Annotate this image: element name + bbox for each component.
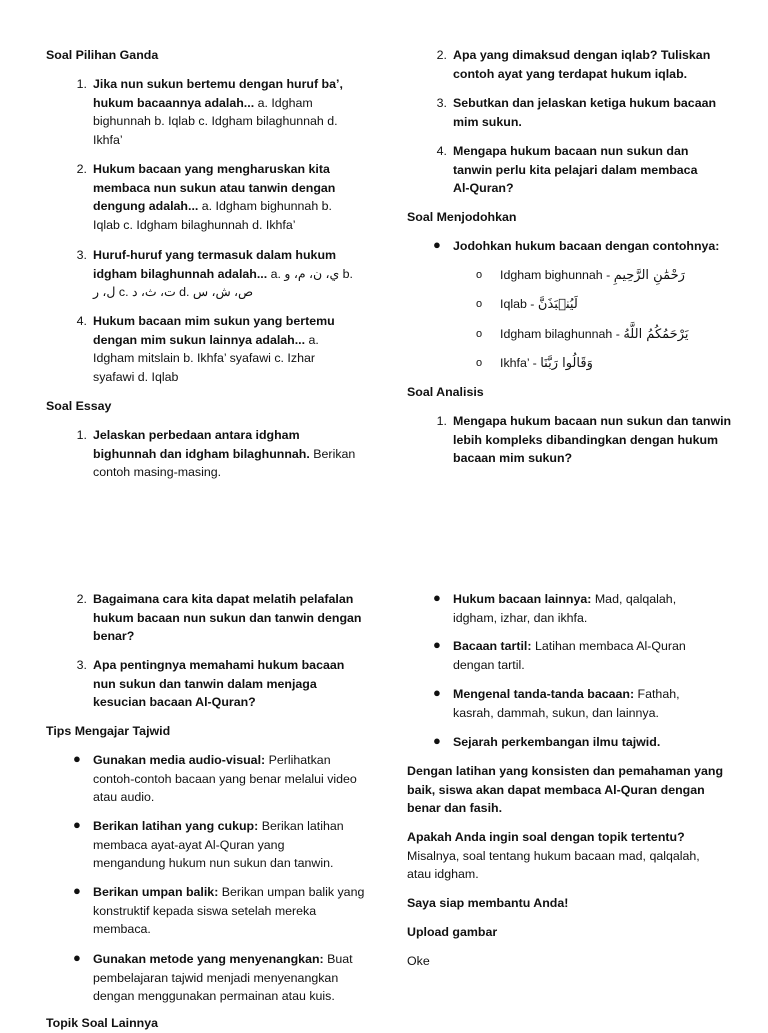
arabic-example: يَرْحَمُكُمُ اللَّهُ xyxy=(623,327,689,342)
heading-menjodohkan: Soal Menjodohkan xyxy=(407,210,517,224)
question-text: Apa yang dimaksud dengan iqlab? Tuliskan contoh ayat yang terdapat hukum iqlab. xyxy=(453,48,711,81)
list-item xyxy=(73,950,358,1006)
ok-text: Oke xyxy=(407,954,430,968)
heading-topik-soal-lainnya: Topik Soal Lainnya xyxy=(46,1016,158,1030)
match-label: Iqlab - xyxy=(500,297,535,311)
item-number: 2. xyxy=(436,48,447,62)
answer-options: a. Idgham mitslain b. Ikhfa’ syafawi c. Izhar syafawi d. Iqlab xyxy=(93,332,319,384)
question-text: Sebutkan dan jelaskan ketiga hukum bacaan mim sukun. xyxy=(453,96,717,129)
circle-bullet-icon: o xyxy=(476,357,483,369)
match-label: Idgham bilaghunnah - xyxy=(500,327,620,341)
topic-text: Latihan membaca Al-Quran dengan tartil. xyxy=(453,639,686,672)
match-item xyxy=(476,325,730,345)
bullet-icon: ● xyxy=(433,637,441,652)
circle-bullet-icon: o xyxy=(476,298,483,310)
list-item xyxy=(76,426,363,482)
item-number: 2. xyxy=(76,162,87,176)
question-text: Apa pentingnya memahami hukum bacaan nun sukun dan tanwin dalam menjaga kesucian bacaan Al-Quran? xyxy=(93,658,345,710)
bullet-icon: ● xyxy=(73,817,81,832)
answer-options: a. Idgham bighunnah b. Iqlab c. Idgham bilaghunnah d. Ikhfa’ xyxy=(93,199,332,232)
question-text: Hukum bacaan yang mengharuskan kita membaca nun sukun atau tanwin dengan dengung adalah... xyxy=(93,162,336,214)
item-number: 4. xyxy=(76,314,87,328)
match-item xyxy=(476,295,730,315)
question-text: Jelaskan perbedaan antara idgham bighunnah dan idgham bilaghunnah. xyxy=(93,428,310,461)
question-paragraph xyxy=(407,828,727,884)
match-label: Idgham bighunnah - xyxy=(500,268,611,282)
list-item xyxy=(76,160,358,234)
bullet-icon: ● xyxy=(433,685,441,700)
list-item xyxy=(436,142,713,198)
ready-text: Saya siap membantu Anda! xyxy=(407,896,569,910)
match-intro: Jodohkan hukum bacaan dengan contohnya: xyxy=(453,239,720,253)
bullet-icon: ● xyxy=(73,883,81,898)
tip-text: Berikan latihan membaca ayat-ayat Al-Quran yang mengandung hukum nun sukun dan tanwin. xyxy=(93,819,344,871)
topic-title: Sejarah perkembangan ilmu tajwid. xyxy=(453,735,661,749)
heading-analisis: Soal Analisis xyxy=(407,385,484,399)
ask-text: Misalnya, soal tentang hukum bacaan mad, qalqalah, atau idgham. xyxy=(407,848,700,882)
topic-text: Fathah, kasrah, dammah, sukun, dan lainnya. xyxy=(453,687,680,720)
topic-title: Mengenal tanda-tanda bacaan: xyxy=(453,687,635,701)
item-number: 1. xyxy=(436,414,447,428)
item-number: 3. xyxy=(76,658,87,672)
heading-pilihan-ganda: Soal Pilihan Ganda xyxy=(46,48,159,62)
list-item xyxy=(433,637,713,674)
closing-text: Dengan latihan yang konsisten dan pemahaman yang baik, siswa akan dapat membaca Al-Quran dengan benar dan fasih. xyxy=(407,764,724,816)
heading-essay: Soal Essay xyxy=(46,399,112,413)
tip-title: Gunakan metode yang menyenangkan: xyxy=(93,952,324,966)
answer-options: a. ي، ن، م، و b. ل، ر c. ت، ث، د d. ص، ش، س xyxy=(93,266,353,300)
item-number: 3. xyxy=(76,248,87,262)
tip-text: Berikan umpan balik yang konstruktif kepada siswa setelah mereka membaca. xyxy=(93,885,365,937)
list-item xyxy=(436,46,728,83)
list-item xyxy=(76,312,358,386)
arabic-example: لَيُنۢبَذَنَّ xyxy=(537,297,578,312)
list-item xyxy=(73,817,358,873)
tip-title: Berikan latihan yang cukup: xyxy=(93,819,259,833)
list-item xyxy=(433,237,733,256)
answer-options: a. Idgham bighunnah b. Iqlab c. Idgham bilaghunnah d. Ikhfa’ xyxy=(93,95,338,147)
item-number: 1. xyxy=(76,77,87,91)
list-item xyxy=(73,883,368,939)
closing-paragraph xyxy=(407,762,727,818)
item-number: 1. xyxy=(76,428,87,442)
circle-bullet-icon: o xyxy=(476,269,483,281)
topic-text: Mad, qalqalah, idgham, izhar, dan ikhfa. xyxy=(453,592,677,625)
list-item xyxy=(436,94,728,131)
tip-text: Buat pembelajaran tajwid menjadi menyenangkan dengan menggunakan permainan atau kuis. xyxy=(93,952,353,1004)
list-item xyxy=(433,685,713,722)
question-text: Huruf-huruf yang termasuk dalam hukum idgham bilaghunnah adalah... xyxy=(93,248,337,281)
item-number: 4. xyxy=(436,144,447,158)
list-item xyxy=(76,75,358,149)
bullet-icon: ● xyxy=(73,751,81,766)
list-item xyxy=(73,751,358,807)
question-text: Bagaimana cara kita dapat melatih pelafalan hukum bacaan nun sukun dan tanwin dengan benar? xyxy=(93,592,362,644)
upload-image-link[interactable]: Upload gambar xyxy=(407,925,498,939)
circle-bullet-icon: o xyxy=(476,328,483,340)
list-item xyxy=(76,246,358,302)
item-number: 3. xyxy=(436,96,447,110)
bullet-icon: ● xyxy=(433,733,441,748)
question-text: Jika nun sukun bertemu dengan huruf ba’, hukum bacaannya adalah... xyxy=(93,77,343,110)
match-item xyxy=(476,354,730,374)
heading-tips: Tips Mengajar Tajwid xyxy=(46,724,171,738)
bullet-icon: ● xyxy=(433,237,441,252)
list-item xyxy=(433,733,713,752)
list-item xyxy=(436,412,733,468)
topic-title: Hukum bacaan lainnya: xyxy=(453,592,592,606)
question-text: Hukum bacaan mim sukun yang bertemu dengan mim sukun lainnya adalah... xyxy=(93,314,335,347)
question-text: Mengapa hukum bacaan nun sukun dan tanwin perlu kita pelajari dalam membaca Al-Quran? xyxy=(453,144,698,196)
list-item xyxy=(76,590,368,646)
match-item xyxy=(476,266,730,286)
match-label: Ikhfa’ - xyxy=(500,356,537,370)
question-note: Berikan contoh masing-masing. xyxy=(93,446,356,480)
list-item xyxy=(433,590,713,627)
tip-title: Berikan umpan balik: xyxy=(93,885,219,899)
question-text: Mengapa hukum bacaan nun sukun dan tanwin lebih kompleks dibandingkan dengan hukum bacaan mim sukun? xyxy=(453,414,732,466)
arabic-example: رَحْمَٰنِ الرَّحِيمِ xyxy=(613,268,685,283)
item-number: 2. xyxy=(76,592,87,606)
tip-text: Perlihatkan contoh-contoh bacaan yang benar melalui video atau audio. xyxy=(93,753,357,805)
bullet-icon: ● xyxy=(73,950,81,965)
ask-title: Apakah Anda ingin soal dengan topik tertentu? xyxy=(407,830,685,844)
arabic-example: وَقَالُوا رَبَّنَا xyxy=(540,356,593,371)
list-item xyxy=(76,656,353,712)
topic-title: Bacaan tartil: xyxy=(453,639,532,653)
bullet-icon: ● xyxy=(433,590,441,605)
tip-title: Gunakan media audio-visual: xyxy=(93,753,266,767)
